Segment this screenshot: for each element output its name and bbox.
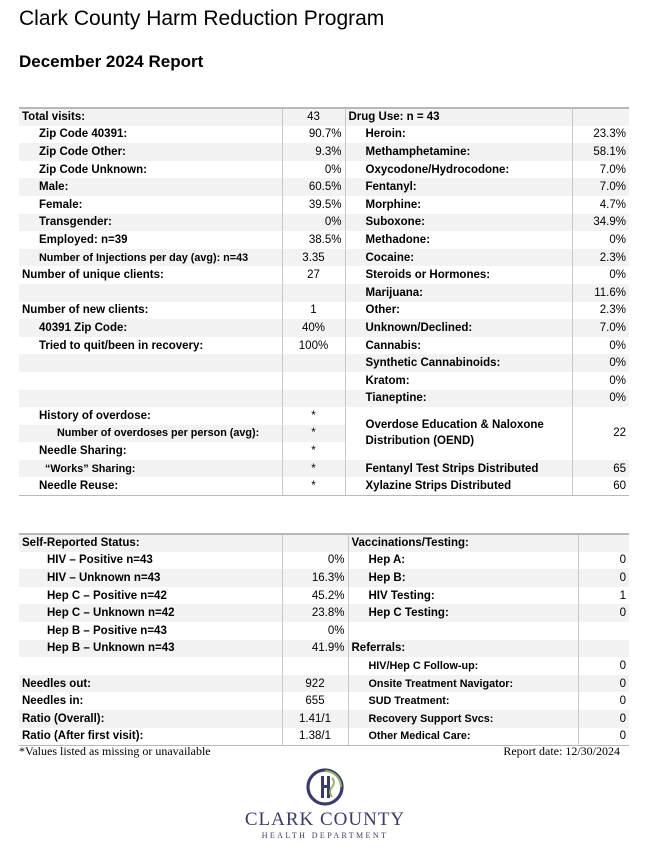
table-row (19, 143, 629, 161)
row-label: Hep B – Unknown n=43 (19, 640, 282, 658)
report-title: Clark County Harm Reduction Program (19, 7, 385, 30)
row-value: 0 (578, 569, 629, 587)
row-label: Total visits: (19, 108, 282, 126)
row-label: HIV/Hep C Follow-up: (348, 657, 578, 675)
table-row (19, 337, 629, 355)
table-row (19, 622, 629, 640)
row-label (19, 657, 282, 675)
row-value: 65 (572, 460, 629, 478)
row-label: Cocaine: (345, 249, 572, 267)
row-value: 23.8% (282, 604, 348, 622)
table-row (19, 534, 629, 552)
row-label: HIV – Unknown n=43 (19, 569, 282, 587)
table-row (19, 231, 629, 249)
row-value: 2.3% (572, 302, 629, 320)
row-label: Needle Reuse: (19, 477, 282, 495)
row-value: 27 (282, 266, 345, 284)
row-label (19, 354, 282, 372)
row-value: 3.35 (282, 249, 345, 267)
table-row (19, 675, 629, 693)
row-label: Suboxone: (345, 214, 572, 232)
row-label: Ratio (Overall): (19, 710, 282, 728)
row-value: 0 (578, 604, 629, 622)
row-value: 0 (578, 728, 629, 746)
table-row (19, 126, 629, 144)
table-row (19, 587, 629, 605)
row-value: 1.41/1 (282, 710, 348, 728)
row-label: Hep C Testing: (348, 604, 578, 622)
row-value: 1 (578, 587, 629, 605)
row-value: 45.2% (282, 587, 348, 605)
row-value (282, 354, 345, 372)
row-label: Needles out: (19, 675, 282, 693)
row-label: Heroin: (345, 126, 572, 144)
row-value: 41.9% (282, 640, 348, 658)
row-label: Vaccinations/Testing: (348, 534, 578, 552)
row-value: 0 (578, 657, 629, 675)
report-subtitle: December 2024 Report (19, 52, 204, 71)
table-row (19, 477, 629, 495)
row-value (572, 108, 629, 126)
row-label: Fentanyl: (345, 178, 572, 196)
row-value: * (282, 425, 345, 443)
table-row (19, 569, 629, 587)
table-row (19, 302, 629, 320)
row-value: 60 (572, 477, 629, 495)
row-label: Transgender: (19, 214, 282, 232)
row-label: Drug Use: n = 43 (345, 108, 572, 126)
table-row (19, 319, 629, 337)
clark-county-health-logo (220, 766, 430, 846)
table-row (19, 710, 629, 728)
table-row (19, 407, 629, 425)
row-value: 90.7% (282, 126, 345, 144)
row-label: HIV – Positive n=43 (19, 552, 282, 570)
row-label: Number of unique clients: (19, 266, 282, 284)
row-label: Hep C – Unknown n=42 (19, 604, 282, 622)
row-value: 0% (572, 337, 629, 355)
table-row (19, 214, 629, 232)
row-value (282, 372, 345, 390)
table-row (19, 354, 629, 372)
row-value (282, 284, 345, 302)
row-label: Female: (19, 196, 282, 214)
row-value: 0% (572, 354, 629, 372)
row-value: 0% (572, 231, 629, 249)
table-row (19, 460, 629, 478)
row-label: Hep B: (348, 569, 578, 587)
row-label: Morphine: (345, 196, 572, 214)
row-value: 16.3% (282, 569, 348, 587)
row-label: Marijuana: (345, 284, 572, 302)
row-label: Fentanyl Test Strips Distributed (345, 460, 572, 478)
row-value: 0% (282, 161, 345, 179)
row-value (282, 534, 348, 552)
row-value: 1.38/1 (282, 728, 348, 746)
row-value: * (282, 460, 345, 478)
table-row (19, 552, 629, 570)
status-vaccinations-table (19, 533, 629, 746)
table-row (19, 692, 629, 710)
row-label: Needles in: (19, 692, 282, 710)
table-row (19, 284, 629, 302)
row-label: Hep B – Positive n=43 (19, 622, 282, 640)
row-value: 0% (282, 214, 345, 232)
row-label: Cannabis: (345, 337, 572, 355)
row-value: 38.5% (282, 231, 345, 249)
row-label: Oxycodone/Hydrocodone: (345, 161, 572, 179)
row-label: Number of new clients: (19, 302, 282, 320)
row-label: SUD Treatment: (348, 692, 578, 710)
row-value: 39.5% (282, 196, 345, 214)
row-value: 23.3% (572, 126, 629, 144)
row-value: 0 (578, 692, 629, 710)
row-value: 2.3% (572, 249, 629, 267)
row-value: 100% (282, 337, 345, 355)
row-label (19, 284, 282, 302)
row-label: Unknown/Declined: (345, 319, 572, 337)
row-value: 43 (282, 108, 345, 126)
row-value (578, 534, 629, 552)
row-value: 0 (578, 710, 629, 728)
row-label: Onsite Treatment Navigator: (348, 675, 578, 693)
row-label (19, 390, 282, 408)
row-label: Methamphetamine: (345, 143, 572, 161)
row-value: * (282, 407, 345, 425)
row-value: 0% (572, 372, 629, 390)
row-value: 60.5% (282, 178, 345, 196)
row-value: 7.0% (572, 178, 629, 196)
table-row (19, 161, 629, 179)
visits-drug-use-table (19, 107, 629, 496)
missing-values-footnote: *Values listed as missing or unavailable (19, 744, 211, 758)
row-value: 9.3% (282, 143, 345, 161)
row-value: 655 (282, 692, 348, 710)
report-date: Report date: 12/30/2024 (503, 744, 620, 758)
logo-name: CLARK COUNTY (244, 809, 406, 830)
table-row (19, 657, 629, 675)
row-label: Male: (19, 178, 282, 196)
row-value: 0% (572, 390, 629, 408)
table-row (19, 249, 629, 267)
row-label: Xylazine Strips Distributed (345, 477, 572, 495)
row-label: Referrals: (348, 640, 578, 658)
row-value: 0 (578, 552, 629, 570)
row-label: Self-Reported Status: (19, 534, 282, 552)
row-label: Employed: n=39 (19, 231, 282, 249)
row-value: 40% (282, 319, 345, 337)
row-value (282, 390, 345, 408)
row-label: Tried to quit/been in recovery: (19, 337, 282, 355)
row-label: Methadone: (345, 231, 572, 249)
row-value: 1 (282, 302, 345, 320)
row-label: Tianeptine: (345, 390, 572, 408)
table-row (19, 266, 629, 284)
row-label: “Works” Sharing: (19, 460, 282, 478)
row-value: 4.7% (572, 196, 629, 214)
row-label: Number of overdoses per person (avg): (19, 425, 282, 443)
table-row (19, 372, 629, 390)
row-label: 40391 Zip Code: (19, 319, 282, 337)
row-label: Zip Code Unknown: (19, 161, 282, 179)
row-label: Other Medical Care: (348, 728, 578, 746)
row-value: 0% (572, 266, 629, 284)
row-value: 11.6% (572, 284, 629, 302)
row-label: Other: (345, 302, 572, 320)
row-value: 7.0% (572, 319, 629, 337)
row-label: Kratom: (345, 372, 572, 390)
row-label: HIV Testing: (348, 587, 578, 605)
row-value: 0 (578, 675, 629, 693)
row-label: Needle Sharing: (19, 442, 282, 460)
row-label (19, 372, 282, 390)
row-value: 34.9% (572, 214, 629, 232)
table-row (19, 604, 629, 622)
row-value (578, 640, 629, 658)
oend-label: Overdose Education & Naloxone Distribution (OEND) (345, 407, 572, 460)
logo-subtitle: HEALTH DEPARTMENT (261, 831, 389, 840)
row-label: Hep A: (348, 552, 578, 570)
table-row (19, 640, 629, 658)
row-value: 7.0% (572, 161, 629, 179)
row-value: * (282, 477, 345, 495)
row-value: 58.1% (572, 143, 629, 161)
row-label: Synthetic Cannabinoids: (345, 354, 572, 372)
health-department-emblem-icon (302, 766, 348, 808)
row-label: Zip Code 40391: (19, 126, 282, 144)
row-label: Number of Injections per day (avg): n=43 (19, 249, 282, 267)
oend-value: 22 (572, 407, 629, 460)
row-label: History of overdose: (19, 407, 282, 425)
row-label: Zip Code Other: (19, 143, 282, 161)
table-row (19, 390, 629, 408)
row-value: 0% (282, 622, 348, 640)
table-row (19, 196, 629, 214)
row-label: Hep C – Positive n=42 (19, 587, 282, 605)
row-value: * (282, 442, 345, 460)
row-value (282, 657, 348, 675)
row-value: 922 (282, 675, 348, 693)
row-label: Steroids or Hormones: (345, 266, 572, 284)
table-row (19, 108, 629, 126)
row-label: Ratio (After first visit): (19, 728, 282, 746)
table-row (19, 728, 629, 746)
row-value: 0% (282, 552, 348, 570)
table-row (19, 178, 629, 196)
row-label: Recovery Support Svcs: (348, 710, 578, 728)
row-value (578, 622, 629, 640)
row-label (348, 622, 578, 640)
